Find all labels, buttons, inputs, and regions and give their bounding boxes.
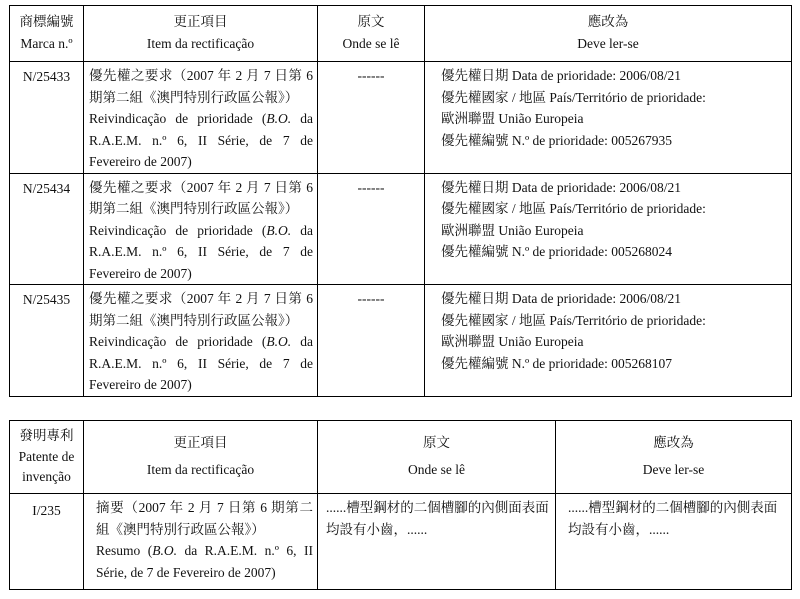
priority-country-value: 歐洲聯盟 União Europeia — [441, 222, 584, 238]
item-zh: 優先權之要求（2007 年 2 月 7 日第 6 期第二組《澳門特別行政區公報》） — [89, 291, 313, 328]
corrected-text — [425, 173, 792, 285]
table-header-row — [10, 421, 792, 494]
corrected-text: ......槽型鋼材的二個槽腳的內側表面均設有小齒，...... — [556, 494, 792, 590]
header-corrected-pt: Deve ler-se — [642, 461, 705, 477]
header-corrected-zh: 應改為 — [653, 434, 694, 450]
item-pt: Reivindicação de prioridade (B.O. da R.A.E.M. n.º 6, II Série, de 7 de Fevereiro de 2007) — [89, 222, 313, 281]
item-zh: 優先權之要求（2007 年 2 月 7 日第 6 期第二組《澳門特別行政區公報》） — [89, 68, 313, 105]
mark-number: N/25435 — [10, 285, 84, 397]
priority-date: 優先權日期 Data de prioridade: 2006/08/21 — [441, 68, 681, 83]
priority-country-label: 優先權國家 / 地區 País/Território de prioridade: — [441, 201, 706, 216]
header-original-zh: 原文 — [423, 434, 450, 450]
header-item-zh: 更正項目 — [173, 434, 228, 450]
priority-date: 優先權日期 Data de prioridade: 2006/08/21 — [441, 179, 681, 195]
table-row — [10, 285, 792, 397]
mark-number: N/25434 — [10, 173, 84, 285]
priority-date: 優先權日期 Data de prioridade: 2006/08/21 — [441, 291, 681, 306]
original-text: ------ — [318, 62, 425, 174]
priority-country-label: 優先權國家 / 地區 País/Território de prioridade: — [441, 312, 706, 328]
header-corrected — [556, 421, 792, 494]
table-row — [10, 494, 792, 590]
item-pt: Resumo (B.O. da R.A.E.M. n.º 6, II Série, de 7 de Fevereiro de 2007) — [96, 543, 313, 580]
header-corrected-pt: Deve ler-se — [577, 35, 639, 51]
item-zh: 優先權之要求（2007 年 2 月 7 日第 6 期第二組《澳門特別行政區公報》） — [89, 179, 313, 216]
header-original — [318, 6, 425, 62]
corrected-text — [425, 62, 792, 174]
original-text: ------ — [318, 173, 425, 285]
mark-number: N/25433 — [10, 62, 84, 174]
priority-number: 優先權編號 N.º de prioridade: 005268024 — [441, 244, 673, 259]
header-corrected-zh: 應改為 — [587, 13, 629, 29]
rectification-item — [84, 285, 318, 397]
header-item-pt: Item da rectificação — [146, 35, 255, 51]
rectification-item — [84, 494, 318, 590]
header-item-zh: 更正項目 — [173, 13, 228, 29]
original-text: ------ — [318, 285, 425, 397]
header-corrected — [425, 6, 792, 62]
priority-country-value: 歐洲聯盟 União Europeia — [441, 334, 584, 349]
table-row — [10, 173, 792, 285]
priority-number: 優先權編號 N.º de prioridade: 005267935 — [441, 132, 673, 148]
item-pt: Reivindicação de prioridade (B.O. da R.A.E.M. n.º 6, II Série, de 7 de Fevereiro de 2007) — [89, 334, 313, 392]
header-item-pt: Item da rectificação — [146, 461, 255, 477]
item-zh: 摘要（2007 年 2 月 7 日第 6 期第二組《澳門特別行政區公報》） — [96, 500, 313, 537]
header-item — [84, 6, 318, 62]
trademark-rectification-table — [9, 5, 792, 397]
header-item — [84, 421, 318, 494]
original-text: ......槽型鋼材的二個槽腳的內側面表面均設有小齒，...... — [318, 494, 556, 590]
rectification-item — [84, 173, 318, 285]
header-original-pt: Onde se lê — [342, 35, 400, 51]
header-patent-pt: Patente de invenção — [18, 449, 75, 484]
priority-number: 優先權編號 N.º de prioridade: 005268107 — [441, 355, 673, 371]
header-original — [318, 421, 556, 494]
header-original-zh: 原文 — [357, 13, 385, 29]
header-mark-zh: 商標編號 — [19, 13, 74, 29]
table-row — [10, 62, 792, 174]
priority-country-value: 歐洲聯盟 União Europeia — [441, 111, 584, 126]
corrected-text — [425, 285, 792, 397]
table-header-row — [10, 6, 792, 62]
header-mark-pt: Marca n.º — [20, 35, 73, 51]
patent-number: I/235 — [10, 494, 84, 590]
item-pt: Reivindicação de prioridade (B.O. da R.A.E.M. n.º 6, II Série, de 7 de Fevereiro de 2007) — [89, 111, 313, 169]
rectification-item — [84, 62, 318, 174]
header-patent — [10, 421, 84, 494]
priority-country-label: 優先權國家 / 地區 País/Território de prioridade: — [441, 89, 706, 105]
patent-rectification-table — [9, 420, 792, 590]
header-original-pt: Onde se lê — [408, 461, 465, 477]
header-patent-zh: 發明專利 — [19, 428, 74, 443]
header-mark — [10, 6, 84, 62]
